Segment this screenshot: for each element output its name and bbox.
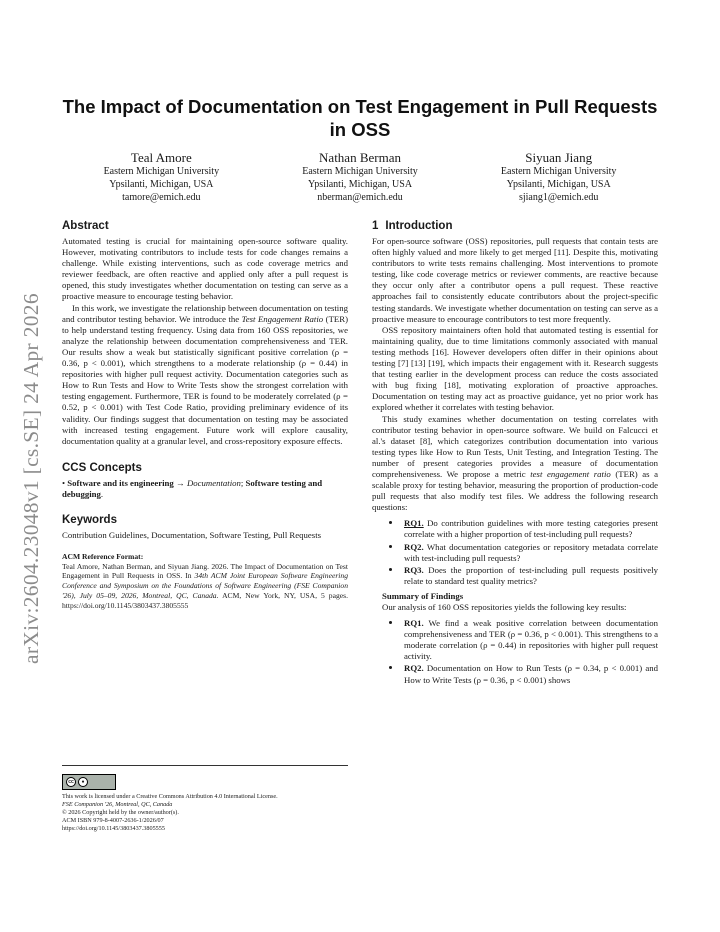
intro-heading (372, 219, 658, 233)
license-line: ACM ISBN 979-8-4007-2636-1/2026/07 (62, 817, 164, 824)
finding-text: We find a weak positive correlation between documentation comprehensiveness and TER (ρ = 0.36, p < 0.001). This strengthens to a moderate correlation (ρ = 0.44) in repositories with higher pull request activity. (404, 618, 658, 662)
acm-reference (62, 562, 348, 611)
author-location: Ypsilanti, Michigan, USA (109, 178, 214, 190)
license-text (62, 793, 348, 833)
rq-text: Do contribution guidelines with more testing categories present correlate with a higher proportion of test-including pull requests? (404, 518, 658, 540)
ccs-bullet: • (62, 477, 66, 488)
author-email: nberman@emich.edu (317, 191, 403, 203)
abstract-term: Test Engagement Ratio (241, 313, 324, 324)
abstract-paragraph-1: Automated testing is crucial for maintaining open-source software quality. However, motivating contributors to include tests for code changes remains a challenge. While existing interventions, such as code coverage metrics and reviewer feedback, are often reactive and applied only after a pull request is opened, this study investigates whether documentation on testing can serve as a proactive measure to encourage testing behavior. (62, 236, 348, 302)
author-email: tamore@emich.edu (122, 191, 201, 203)
keywords-heading: Keywords (62, 513, 117, 526)
ccs-concepts (62, 478, 348, 500)
author-affiliation: Eastern Michigan University (103, 166, 220, 177)
intro-paragraph-3 (372, 414, 658, 514)
intro-text: (TER) as a scalable proxy for testing behavior, measuring the proportion of production-code pull requests that also modify test files. We address the following research questions: (372, 468, 658, 513)
ccs-heading: CCS Concepts (62, 461, 142, 474)
ccs-concept: Software and its engineering (67, 477, 174, 488)
author-name: Teal Amore (130, 150, 192, 165)
keywords-section (62, 513, 348, 541)
section-title: Introduction (385, 220, 453, 232)
findings-list (372, 618, 658, 686)
cc-by-badge-icon[interactable] (62, 774, 116, 790)
author-2 (261, 150, 460, 204)
cc-icon: cc (66, 777, 76, 787)
research-questions-list (372, 518, 658, 587)
ccs-subconcept: Documentation (186, 477, 241, 488)
author-affiliation: Eastern Michigan University (302, 166, 418, 177)
rq-text: What documentation categories or repository metadata correlate with test-including pull requests? (404, 541, 658, 563)
ccs-section (62, 461, 348, 500)
list-item (402, 565, 658, 587)
abstract-paragraph-2 (62, 303, 348, 447)
author-1 (62, 150, 261, 204)
author-email: sjiang1@emich.edu (518, 191, 599, 203)
intro-paragraph-1: For open-source software (OSS) repositories, pull requests that contain tests are often highly valued and more likely to get merged [11]. Despite this, motivating contributors to write tests remains challenging. Most interventions to promote testing, like code coverage metrics or reviewer comments, are reactive because they occur only after a contributor opens a pull request. These reactive approaches fail to consistently educate contributors about the project-specific testing standards. We investigate whether documentation on testing can serve as a proactive measure to encourage contributors to test more frequently. (372, 236, 658, 324)
acm-ref-venue: 34th ACM Joint European Software Engineering Conference and Symposium on the Foundations of Software Engineering (FSE Companion '26), July 05–09, 2026, Montreal, QC, Canada. (62, 571, 348, 601)
license-venue: FSE Companion '26, Montreal, QC, Canada (62, 801, 173, 808)
section-number: 1 (372, 220, 379, 232)
author-location: Ypsilanti, Michigan, USA (307, 178, 413, 190)
intro-term: test engagement ratio (530, 468, 611, 479)
acm-ref-text: ACM, New York, NY, USA, 5 pages. https://doi.org/10.1145/3803437.3805555 (62, 591, 348, 610)
person-icon: ● (78, 777, 88, 787)
paper-title: The Impact of Documentation on Test Engagement in Pull Requests in OSS (62, 96, 658, 140)
list-item (402, 663, 658, 685)
finding-text: Documentation on How to Run Tests (ρ = 0.34, p < 0.001) and How to Write Tests (ρ = 0.36, p < 0.001) shows (404, 663, 658, 685)
rq-text: Does the proportion of test-including pull requests positively relate to standard test quality metrics? (404, 564, 658, 586)
finding-label: RQ2. (404, 663, 424, 674)
arrow-icon: → (176, 477, 185, 488)
list-item (402, 542, 658, 564)
arxiv-stamp: arXiv:2604.23048v1 [cs.SE] 24 Apr 2026 (19, 293, 43, 664)
author-3 (459, 150, 658, 204)
summary-heading: Summary of Findings (382, 590, 464, 601)
author-name: Siyuan Jiang (525, 150, 593, 165)
keywords-text: Contribution Guidelines, Documentation, Software Testing, Pull Requests (62, 529, 322, 540)
intro-text: This study examines whether documentation on testing correlates with contributor testing behavior in open-source software. We build on Falcucci et al.'s dataset [8], which categorizes contribution documentation into various testing types like How to Run Tests, Unit Testing, and Integration Testing. The number of present categories provides a measure of documentation comprehensiveness. We propose a metric (372, 413, 658, 479)
license-block (62, 765, 348, 833)
abstract-heading: Abstract (62, 220, 109, 232)
left-column (62, 219, 348, 611)
intro-paragraph-2: OSS repository maintainers often hold that automated testing is essential for maintaining quality, due to time limitations commonly associated with manual testing methods [16]. However developers often differ in their opinions about testing [7] [13] [19], which impacts their engagement with it. Research suggests that testing earlier in the development process can reduce the costs associated with bug fixing [18], motivating exploration of proactive approaches. Documentation on testing may act as proactive guidance, yet no prior work has explored whether it correlates with testing behavior. (372, 324, 658, 413)
ccs-concept: Software testing and debugging (62, 477, 323, 499)
acm-ref-text: Teal Amore, Nathan Berman, and Siyuan Jiang. 2026. The Impact of Documentation on Test Engagement in Pull Requests in OSS. In (62, 561, 348, 581)
license-line: © 2026 Copyright held by the owner/author(s). (62, 809, 179, 816)
author-location: Ypsilanti, Michigan, USA (506, 178, 611, 190)
license-doi-link[interactable]: https://doi.org/10.1145/3803437.3805555 (62, 825, 165, 832)
rq-label: RQ3. (404, 564, 424, 575)
list-item (402, 618, 658, 662)
license-line: This work is licensed under a Creative Commons Attribution 4.0 International License. (62, 793, 278, 800)
rq-label: RQ2. (404, 541, 424, 552)
ccs-sep: ; (240, 477, 244, 488)
right-column (372, 219, 658, 689)
abstract-text: In this work, we investigate the relationship between documentation on testing and contributor testing behavior. We introduce the (62, 302, 348, 324)
summary-text: Our analysis of 160 OSS repositories yields the following key results: (382, 602, 627, 612)
finding-label: RQ1. (404, 618, 424, 629)
abstract-text: (TER) to help understand testing frequency. Using data from 160 OSS repositories, we analyze the relationship between documentation comprehensiveness and TER. Our results show a weak but statistically significant positive correlation (ρ = 0.36, p < 0.001), which strengthens to a moderate relationship (ρ = 0.44) in repositories with higher pull request activity. Documentation categories such as How to Run Tests and How to Write Tests show the strongest correlation with testing engagement. Furthermore, TER is found to be moderately correlated (ρ = 0.52, p < 0.001) with Test Code Ratio, providing preliminary evidence of its validity. Our findings suggest that documentation on testing may be associated with increased testing engagement. Future work will explore causality, documentation quality at a granular level, and cross-repository exposure effects. (62, 313, 349, 446)
rq-label: RQ1. (404, 518, 424, 529)
author-name: Nathan Berman (319, 150, 401, 165)
ccs-end: . (100, 488, 104, 499)
list-item (402, 518, 658, 540)
author-block (62, 150, 658, 204)
author-affiliation: Eastern Michigan University (500, 166, 617, 177)
acm-reference-heading: ACM Reference Format: (62, 552, 144, 562)
